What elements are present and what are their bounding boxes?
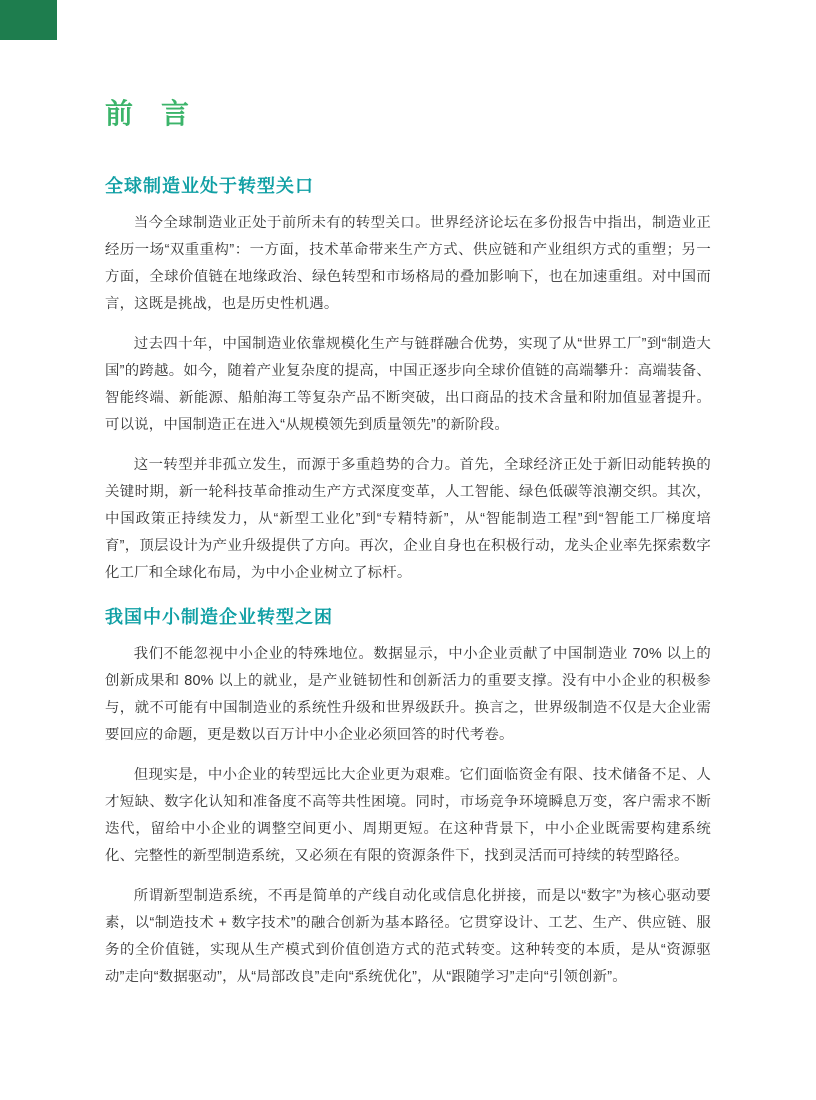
document-page (105, 0, 711, 1004)
page-title: 前 言 (105, 98, 190, 129)
section-heading-sme-transformation: 我国中小制造企业转型之困 (105, 607, 333, 627)
body-paragraph: 但现实是，中小企业的转型远比大企业更为艰难。它们面临资金有限、技术储备不足、人才短缺、数字化认知和准备度不高等共性困境。同时，市场竞争环境瞬息万变，客户需求不断迭代，留给中小企业的调整空间更小、周期更短。在这种背景下，中小企业既需要构建系统化、完整性的新型制造系统，又必须在有限的资源条件下，找到灵活而可持续的转型路径。 (105, 767, 711, 864)
body-paragraph: 所谓新型制造系统，不再是简单的产线自动化或信息化拼接，而是以“数字”为核心驱动要素，以“制造技术 + 数字技术”的融合创新为基本路径。它贯穿设计、工艺、生产、供应链、服务的全价值链，实现从生产模式到价值创造方式的范式转变。这种转变的本质，是从“资源驱动”走向“数据驱动”，从“局部改良”走向“系统优化”，从“跟随学习”走向“引领创新”。 (105, 888, 711, 985)
body-paragraph: 这一转型并非孤立发生，而源于多重趋势的合力。首先，全球经济正处于新旧动能转换的关键时期，新一轮科技革命推动生产方式深度变革，人工智能、绿色低碳等浪潮交织。其次，中国政策正持续发力，从“新型工业化”到“专精特新”，从“智能制造工程”到“智能工厂梯度培育”，顶层设计为产业升级提供了方向。再次，企业自身也在积极行动，龙头企业率先探索数字化工厂和全球化布局，为中小企业树立了标杆。 (105, 457, 711, 581)
corner-accent (0, 0, 57, 40)
body-paragraph: 当今全球制造业正处于前所未有的转型关口。世界经济论坛在多份报告中指出，制造业正经历一场“双重重构”：一方面，技术革命带来生产方式、供应链和产业组织方式的重塑；另一方面，全球价值链在地缘政治、绿色转型和市场格局的叠加影响下，也在加速重组。对中国而言，这既是挑战，也是历史性机遇。 (105, 215, 711, 312)
section-heading-global-manufacturing: 全球制造业处于转型关口 (105, 176, 314, 196)
body-paragraph: 过去四十年，中国制造业依靠规模化生产与链群融合优势，实现了从“世界工厂”到“制造大国”的跨越。如今，随着产业复杂度的提高，中国正逐步向全球价值链的高端攀升：高端装备、智能终端、新能源、船舶海工等复杂产品不断突破，出口商品的技术含量和附加值显著提升。可以说，中国制造正在进入“从规模领先到质量领先”的新阶段。 (105, 336, 711, 433)
body-paragraph: 我们不能忽视中小企业的特殊地位。数据显示，中小企业贡献了中国制造业 70% 以上的创新成果和 80% 以上的就业，是产业链韧性和创新活力的重要支撑。没有中小企业的积极参与，就不可能有中国制造业的系统性升级和世界级跃升。换言之，世界级制造不仅是大企业需要回应的命题，更是数以百万计中小企业必须回答的时代考卷。 (105, 646, 711, 743)
